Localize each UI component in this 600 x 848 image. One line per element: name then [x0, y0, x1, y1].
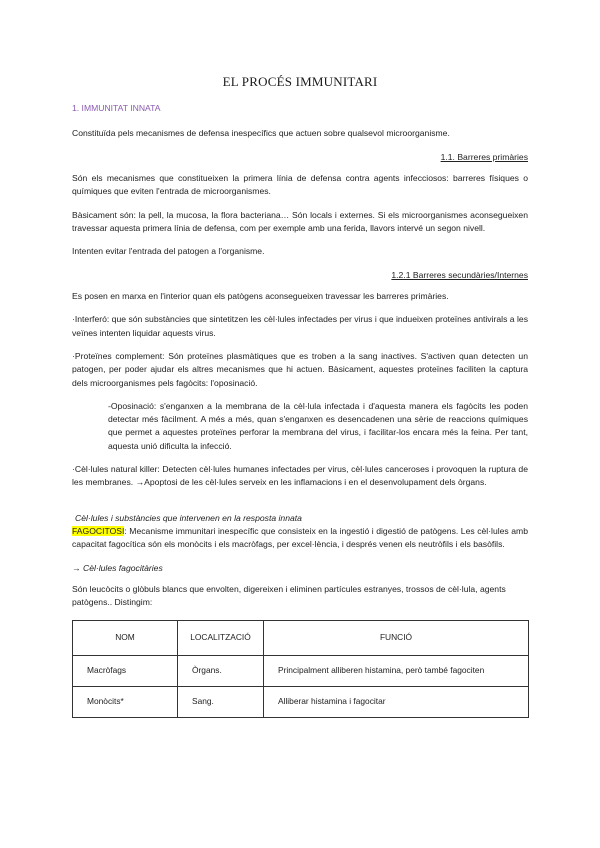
table-header-row [73, 620, 529, 655]
subheading-phagocytic-cells: → Cèl·lules fagocitàries [72, 562, 163, 573]
paragraph-secondary-intro: Es posen en marxa en l'interior quan els patògens aconsegueixen travessar les barreres primàries. [72, 290, 449, 301]
table-cell: Macròfags [73, 655, 178, 686]
paragraph-primary-barriers-3: Intenten evitar l'entrada del patogen a l'organisme. [72, 246, 265, 257]
table-header-location: LOCALITZACIÓ [178, 620, 264, 655]
paragraph-leukocytes: Són leucòcits o glòbuls blancs que envolten, digereixen i eliminen partícules estranyes, trossos de cèl·lula, agents patògens.. Distingim: [72, 583, 506, 608]
table-row [73, 686, 529, 717]
table-cell: Sang. [178, 686, 264, 717]
table-header-name: NOM [73, 620, 178, 655]
subheading-innate-response-cells: Cèl·lules i substàncies que intervenen en la resposta innata [75, 512, 302, 523]
table-header-function: FUNCIÓ [264, 620, 529, 655]
paragraph-complement-proteins: ·Proteïnes complement: Són proteïnes plasmàtiques que es troben a la sang inactives. S'activen quan detecten un patogen, per poder ajudar els altres mecanismes que hi actuen. Bàsicament, aquestes proteïnes faciliten la captura dels microorganismes pels fagòcits: l'oposinació. [72, 350, 528, 388]
phagocytes-table [72, 620, 529, 718]
table-row [73, 655, 529, 686]
table-cell: Monòcits* [73, 686, 178, 717]
paragraph-phagocytosis [72, 525, 528, 552]
section-heading-innate-immunity: 1. IMMUNITAT INNATA [72, 103, 161, 114]
paragraph-primary-barriers-2: Bàsicament són: la pell, la mucosa, la flora bacteriana… Són locals i externes. Si els microorganismes aconsegueixen travessar aquesta primera línia de defensa, com per exemple amb una ferida, llavors intervé un segon nivell. [72, 209, 528, 234]
document-title: EL PROCÉS IMMUNITARI [222, 74, 378, 89]
table-cell: Principalment alliberen histamina, però també fagociten [264, 655, 529, 686]
phagocytosis-term-highlight: FAGOCITOSI [72, 526, 125, 537]
subheading-secondary-barriers: 1.2.1 Barreres secundàries/Internes [391, 269, 528, 280]
paragraph-intro: Constituïda pels mecanismes de defensa inespecífics que actuen sobre qualsevol microorganisme. [72, 128, 450, 139]
paragraph-natural-killer: ·Cèl·lules natural killer: Detecten cèl·lules humanes infectades per virus, cèl·lules canceroses i provoquen la ruptura de les membranes. →Apoptosi de les cèl·lules serveix en les inflamacions i en el desenvolupament dels òrgans. [72, 464, 528, 488]
table-cell: Alliberar histamina i fagocitar [264, 686, 529, 717]
table-cell: Òrgans. [178, 655, 264, 686]
subheading-primary-barriers: 1.1. Barreres primàries [440, 151, 528, 162]
phagocytosis-definition: : Mecanisme immunitari inespecífic que consisteix en la ingestió i digestió de patògens. Les cèl·lules amb capacitat fagocítica són els monòcits i els macròfags, per excel·lència, i després venen els neutròfils i els basòfils. [72, 526, 528, 550]
paragraph-opsonization: -Oposinació: s'enganxen a la membrana de la cèl·lula infectada i d'aquesta manera els fagòcits les poden detectar més fàcilment. A més a més, quan s'enganxen es desencadenen una sèrie de reaccions químiques que permet a aquestes proteïnes perforar la membrana del virus, i facilitar-los encara més la feina. Per tant, aquesta unió dificulta la infecció. [108, 400, 528, 451]
paragraph-primary-barriers-1: Són els mecanismes que constitueixen la primera línia de defensa contra agents infecciosos: barreres físiques o químiques que eviten l'entrada de microorganismes. [72, 173, 528, 197]
paragraph-interferon: ·Interferó: que són substàncies que sintetitzen les cèl·lules infectades per virus i que indueixen proteïnes antivirals a les veïnes intenten liquidar aquests virus. [72, 314, 528, 338]
